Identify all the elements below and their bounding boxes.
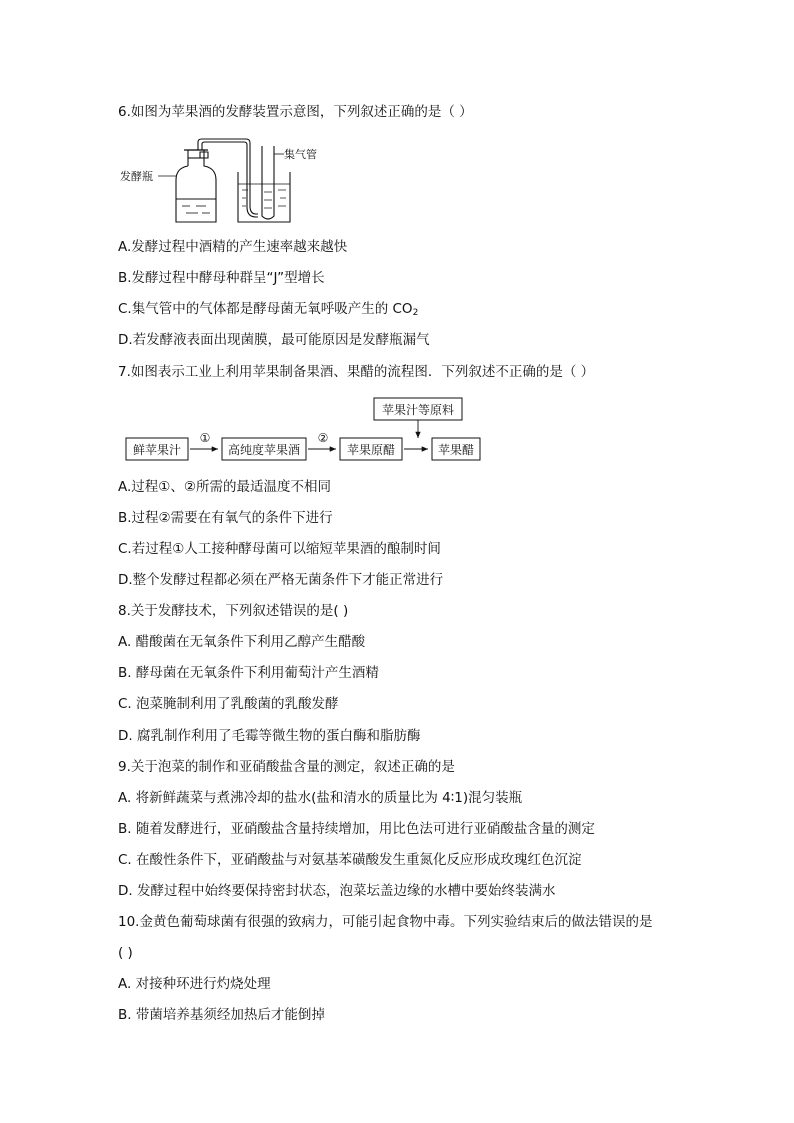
question-10-stem: 10.金黄色葡萄球菌有很强的致病力，可能引起食物中毒。下列实验结束后的做法错误的是: [118, 914, 653, 930]
process-flow-diagram: [118, 394, 488, 466]
flow-box-apple-vinegar-label: 苹果醋: [437, 443, 475, 457]
q7-option-b: B.过程②需要在有氧气的条件下进行: [118, 510, 333, 526]
q8-option-c: C. 泡菜腌制利用了乳酸菌的乳酸发酵: [118, 696, 339, 712]
fermentation-bottle-icon: [176, 150, 216, 222]
question-6-stem: 6.如图为苹果酒的发酵装置示意图，下列叙述正确的是（ ）: [118, 104, 473, 120]
flow-step-1-label: ①: [199, 431, 211, 445]
beaker-icon: [238, 172, 290, 222]
flow-box-raw-apple-vinegar-label: 苹果原醋: [346, 443, 396, 457]
flow-box-high-purity-cider-label: 高纯度苹果酒: [227, 443, 301, 457]
q6-option-d: D.若发酵液表面出现菌膜，最可能原因是发酵瓶漏气: [118, 332, 430, 348]
q8-option-a: A. 醋酸菌在无氧条件下利用乙醇产生醋酸: [118, 634, 366, 650]
flow-box-fresh-apple-juice-label: 鲜苹果汁: [132, 443, 182, 457]
q6-option-a: A.发酵过程中酒精的产生速率越来越快: [118, 239, 348, 255]
q7-option-a: A.过程①、②所需的最适温度不相同: [118, 479, 331, 495]
q8-option-d: D. 腐乳制作利用了毛霉等微生物的蛋白酶和脂肪酶: [118, 728, 421, 744]
flow-box-raw-materials-label: 苹果汁等原料: [381, 403, 455, 417]
q7-option-c: C.若过程①人工接种酵母菌可以缩短苹果酒的酿制时间: [118, 541, 441, 557]
q6-option-c: [118, 300, 418, 322]
q9-option-d: D. 发酵过程中始终要保持密封状态，泡菜坛盖边缘的水槽中要始终装满水: [118, 883, 556, 899]
flow-step-2-label: ②: [317, 431, 329, 445]
question-8-stem: 8.关于发酵技术，下列叙述错误的是( ): [118, 603, 349, 619]
q10-option-a: A. 对接种环进行灼烧处理: [118, 976, 271, 992]
label-gas-collecting-tube: 集气管: [284, 148, 317, 161]
q9-option-a: A. 将新鲜蔬菜与煮沸冷却的盐水(盐和清水的质量比为 4∶1)混匀装瓶: [118, 790, 523, 806]
q8-option-b: B. 酵母菌在无氧条件下利用葡萄汁产生酒精: [118, 665, 379, 681]
q10-option-b: B. 带菌培养基须经加热后才能倒掉: [118, 1007, 325, 1023]
question-7-stem: 7.如图表示工业上利用苹果制备果酒、果醋的流程图．下列叙述不正确的是（ ）: [118, 364, 595, 380]
q6-option-c-subscript: 2: [412, 308, 419, 318]
question-10-answer-blank: ( ): [118, 945, 133, 961]
q9-option-b: B. 随着发酵进行，亚硝酸盐含量持续增加，用比色法可进行亚硝酸盐含量的测定: [118, 821, 595, 837]
question-9-stem: 9.关于泡菜的制作和亚硝酸盐含量的测定，叙述正确的是: [118, 759, 455, 775]
q6-option-c-text: C.集气管中的气体都是酵母菌无氧呼吸产生的 CO: [118, 301, 413, 317]
q9-option-c: C. 在酸性条件下，亚硝酸盐与对氨基苯磺酸发生重氮化反应形成玫瑰红色沉淀: [118, 852, 582, 868]
q6-option-b: B.发酵过程中酵母种群呈“J”型增长: [118, 270, 325, 286]
gas-collecting-tube-icon: [262, 146, 274, 219]
q7-option-d: D.整个发酵过程都必须在严格无菌条件下才能正常进行: [118, 572, 444, 588]
fermentation-apparatus-figure: [118, 136, 338, 228]
label-fermentation-bottle: 发酵瓶: [120, 170, 153, 183]
